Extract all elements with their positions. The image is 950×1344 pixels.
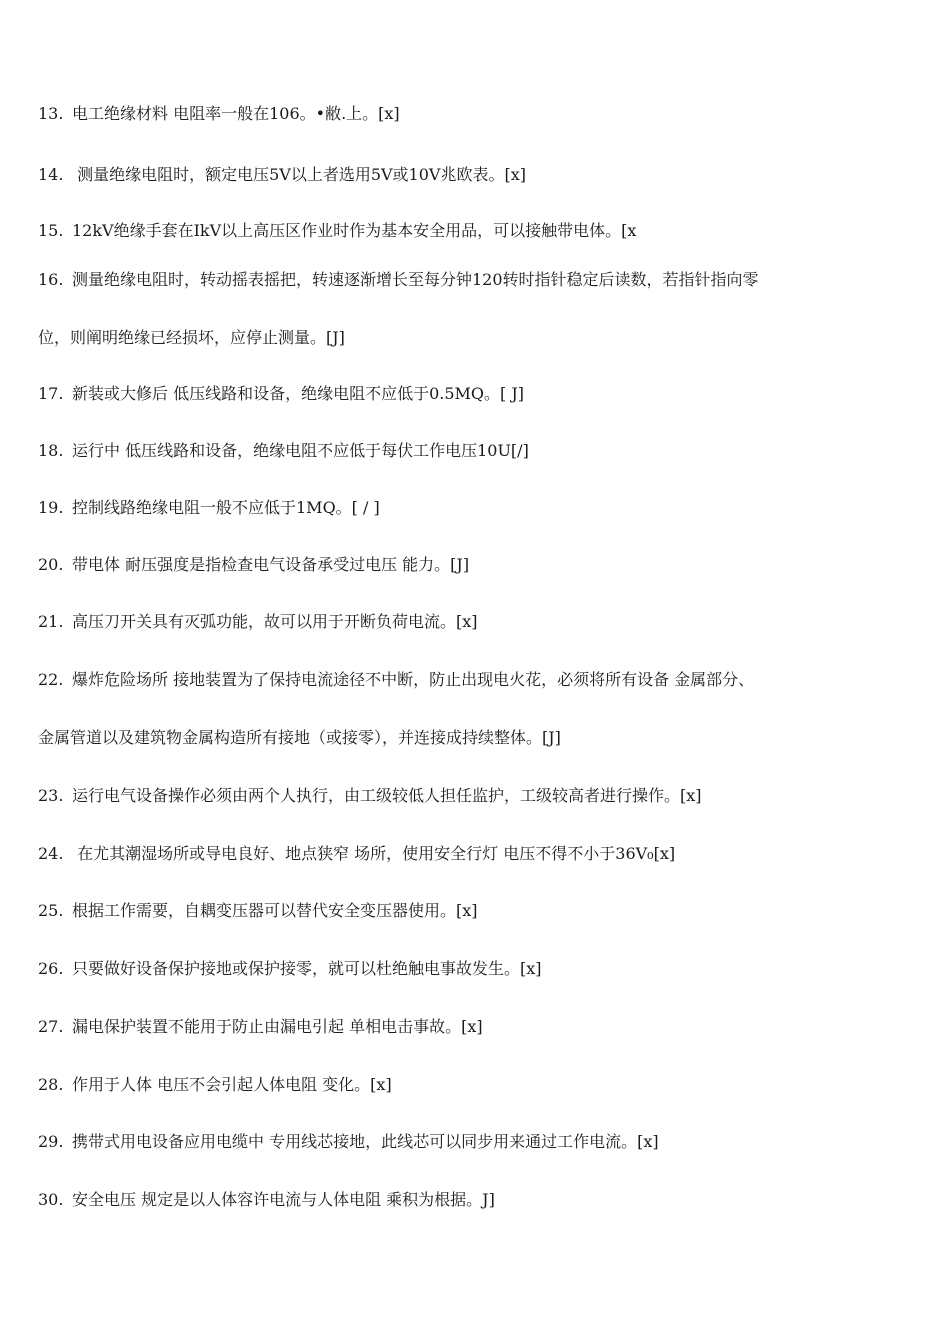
question-text: 测量绝缘电阻时，转动摇表摇把，转速逐渐增长至每分钟120转时指针稳定后读数，若指针指向零 (72, 270, 759, 289)
question-number: 17. (38, 384, 64, 403)
question-text: 测量绝缘电阻时，额定电压5V以上者选用5V或10V兆欧表。[x] (72, 165, 526, 184)
question-text: 安全电压 规定是以人体容许电流与人体电阻 乘积为根据。J] (72, 1190, 495, 1209)
question-number: 16. (38, 270, 64, 289)
question-line (38, 669, 898, 691)
question-line (38, 1189, 898, 1211)
question-number: 15. (38, 221, 64, 240)
question-number: 26. (38, 959, 64, 978)
question-number: 22. (38, 670, 64, 689)
question-line (38, 611, 898, 633)
question-text: 新装或大修后 低压线路和设备，绝缘电阻不应低于0.5MQ。[ J] (72, 384, 525, 403)
question-text: 只要做好设备保护接地或保护接零，就可以杜绝触电事故发生。[x] (72, 959, 542, 978)
question-text: 漏电保护装置不能用于防止由漏电引起 单相电击事故。[x] (72, 1017, 483, 1036)
question-line (38, 164, 898, 186)
question-line (38, 843, 898, 865)
question-line (38, 103, 898, 125)
question-number: 24. (38, 844, 64, 863)
question-text: 金属管道以及建筑物金属构造所有接地（或接零），并连接成持续整体。[J] (38, 728, 561, 747)
question-text: 高压刀开关具有灭弧功能，故可以用于开断负荷电流。[x] (72, 612, 478, 631)
question-line (38, 1074, 898, 1096)
question-text: 12kV绝缘手套在IkV以上高压区作业时作为基本安全用品，可以接触带电体。[x (72, 221, 637, 240)
question-number: 19. (38, 498, 64, 517)
question-line-continued (38, 327, 898, 349)
question-line (38, 269, 898, 291)
question-number: 28. (38, 1075, 64, 1094)
question-text: 电工绝缘材料 电阻率一般在106。•敝.上。[x] (72, 104, 400, 123)
question-line (38, 900, 898, 922)
question-number: 25. (38, 901, 64, 920)
question-text: 作用于人体 电压不会引起人体电阻 变化。[x] (72, 1075, 392, 1094)
question-number: 23. (38, 786, 64, 805)
question-number: 29. (38, 1132, 64, 1151)
question-text: 带电体 耐压强度是指检查电气设备承受过电压 能力。[J] (72, 555, 470, 574)
question-text: 根据工作需要，自耦变压器可以替代安全变压器使用。[x] (72, 901, 478, 920)
question-line (38, 440, 898, 462)
question-line (38, 220, 898, 242)
question-text: 爆炸危险场所 接地装置为了保持电流途径不中断，防止出现电火花，必须将所有设备 金属部分、 (72, 670, 755, 689)
question-number: 18. (38, 441, 64, 460)
question-text: 运行电气设备操作必须由两个人执行，由工级较低人担任监护，工级较高者进行操作。[x] (72, 786, 702, 805)
question-line (38, 958, 898, 980)
question-text: 运行中 低压线路和设备，绝缘电阻不应低于每伏工作电压10U[/] (72, 441, 529, 460)
question-text: 控制线路绝缘电阻一般不应低于1MQ。[ / ] (72, 498, 380, 517)
question-number: 30. (38, 1190, 64, 1209)
question-line (38, 497, 898, 519)
question-number: 13. (38, 104, 64, 123)
question-text: 位，则阐明绝缘已经损坏，应停止测量。[J] (38, 328, 345, 347)
question-text: 在尤其潮湿场所或导电良好、地点狭窄 场所，使用安全行灯 电压不得不小于36V₀[x] (72, 844, 676, 863)
question-line (38, 383, 898, 405)
question-text: 携带式用电设备应用电缆中 专用线芯接地，此线芯可以同步用来通过工作电流。[x] (72, 1132, 659, 1151)
question-line (38, 1016, 898, 1038)
question-line-continued (38, 727, 898, 749)
question-line (38, 554, 898, 576)
question-number: 21. (38, 612, 64, 631)
question-number: 20. (38, 555, 64, 574)
question-number: 14. (38, 165, 64, 184)
question-line (38, 1131, 898, 1153)
question-number: 27. (38, 1017, 64, 1036)
question-line (38, 785, 898, 807)
